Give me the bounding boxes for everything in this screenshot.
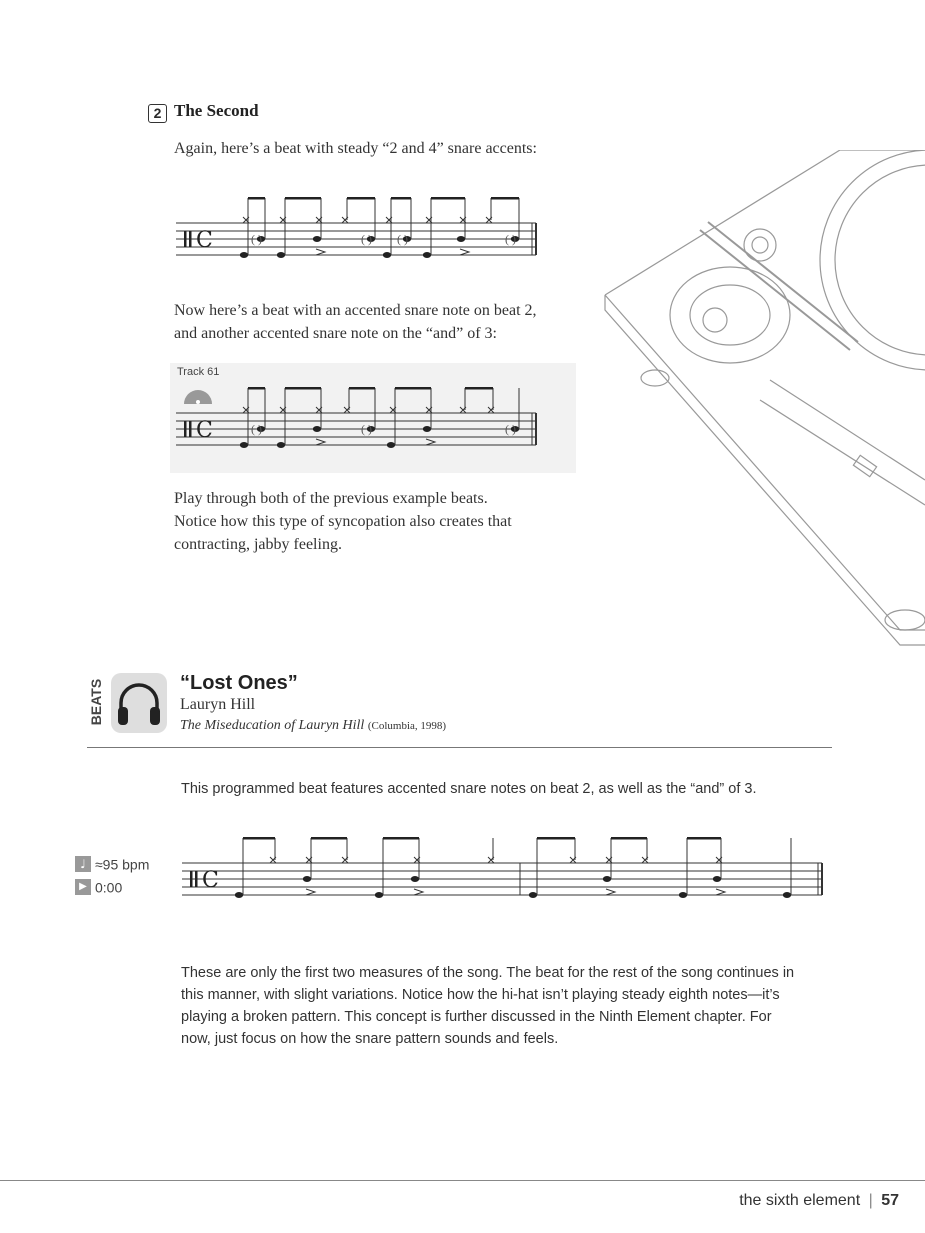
body-line1: These are only the first two measures of the song. The beat for the rest of the song continues in (181, 965, 795, 981)
percussion-clef (190, 871, 193, 887)
percussion-clef (184, 231, 187, 247)
beam (347, 197, 375, 200)
common-time-sign: C (196, 228, 213, 253)
snare-note (713, 876, 721, 882)
page-number: 57 (881, 1192, 899, 1209)
tempo: ≈95 bpm (95, 856, 150, 873)
drum-notation-1 (172, 185, 542, 265)
beam (311, 837, 347, 840)
ghost-parens: ( ) (505, 422, 516, 436)
accent-mark (306, 889, 315, 895)
snare-note (303, 876, 311, 882)
divider (87, 747, 832, 748)
accent-mark (414, 889, 423, 895)
ghost-parens: ( ) (251, 422, 262, 436)
kick-note (277, 252, 285, 258)
accent-mark (316, 249, 325, 255)
ghost-parens: ( ) (505, 232, 516, 246)
percussion-clef (195, 871, 198, 887)
kick-note (235, 892, 243, 898)
play-text-line1: Play through both of the previous example beats. (174, 490, 488, 507)
beat-description: This programmed beat features accented snare notes on beat 2, as well as the “and” of 3. (181, 781, 757, 797)
kick-note (679, 892, 687, 898)
second-text-line1: Now here’s a beat with an accented snare note on beat 2, (174, 302, 537, 319)
percussion-clef (189, 421, 192, 437)
beam (687, 837, 721, 840)
footer-separator: | (868, 1192, 873, 1209)
time: 0:00 (95, 879, 123, 896)
beam (491, 197, 519, 200)
headphones-badge (111, 673, 167, 733)
footer-rule (0, 1180, 925, 1181)
percussion-clef (184, 421, 187, 437)
accent-mark (460, 249, 469, 255)
percussion-clef (189, 231, 192, 247)
section-number: 2 (148, 104, 167, 123)
snare-note (411, 876, 419, 882)
ghost-parens: ( ) (361, 422, 372, 436)
drum-notation-2 (172, 375, 542, 455)
common-time-sign: C (196, 418, 213, 443)
beam (285, 197, 321, 200)
accent-mark (606, 889, 615, 895)
track-label: Track 61 (177, 366, 220, 378)
beam (537, 837, 575, 840)
section-title: The Second (174, 101, 259, 120)
snare-note (423, 426, 431, 432)
beam (349, 387, 375, 390)
kick-note (277, 442, 285, 448)
snare-note (603, 876, 611, 882)
accent-mark (316, 439, 325, 445)
play-icon[interactable]: ▶ (75, 879, 91, 895)
play-text-line2: Notice how this type of syncopation also creates that (174, 513, 512, 530)
kick-note (383, 252, 391, 258)
beats-tag-label: BEATS (88, 678, 105, 726)
kick-note (529, 892, 537, 898)
accent-mark (426, 439, 435, 445)
drum-notation-3 (178, 825, 828, 905)
ghost-parens: ( ) (397, 232, 408, 246)
kick-note (387, 442, 395, 448)
ghost-parens: ( ) (361, 232, 372, 246)
snare-note (313, 426, 321, 432)
second-text-line2: and another accented snare note on the “and” of 3: (174, 325, 497, 342)
chapter-name: the sixth element (739, 1192, 861, 1209)
beam (395, 387, 431, 390)
body-line2: this manner, with slight variations. Notice how the hi-hat isn’t playing steady eighth notes—it’s (181, 987, 780, 1003)
body-line4: now, just focus on how the snare pattern sounds and feels. (181, 1031, 559, 1047)
ghost-parens: ( ) (251, 232, 262, 246)
tempo-row (75, 855, 149, 873)
kick-note (423, 252, 431, 258)
common-time-sign: C (202, 868, 219, 893)
snare-note (313, 236, 321, 242)
kick-note (783, 892, 791, 898)
beam (391, 197, 411, 200)
footer (739, 1192, 899, 1210)
kick-note (375, 892, 383, 898)
kick-note (240, 252, 248, 258)
beam (611, 837, 647, 840)
song-title: “Lost Ones” (180, 672, 298, 694)
quarter-note-icon: ♩ (75, 856, 91, 872)
beam (465, 387, 493, 390)
accent-mark (716, 889, 725, 895)
beam (383, 837, 419, 840)
beam (243, 837, 275, 840)
time-row[interactable] (75, 878, 122, 896)
play-text-line3: contracting, jabby feeling. (174, 536, 342, 553)
artist-name: Lauryn Hill (180, 696, 256, 713)
beam (248, 197, 265, 200)
turntable-illustration (600, 150, 925, 670)
snare-note (457, 236, 465, 242)
kick-note (240, 442, 248, 448)
beats-tag (79, 678, 115, 728)
beam (248, 387, 265, 390)
album-info: (Columbia, 1998) (367, 720, 447, 732)
album-title: The Miseducation of Lauryn Hill (180, 718, 365, 733)
body-line3: playing a broken pattern. This concept is further discussed in the Ninth Element chapter. For (181, 1009, 772, 1025)
headphones-icon (111, 673, 167, 733)
beam (285, 387, 321, 390)
beam (431, 197, 465, 200)
intro-text: Again, here’s a beat with steady “2 and 4” snare accents: (174, 140, 537, 157)
